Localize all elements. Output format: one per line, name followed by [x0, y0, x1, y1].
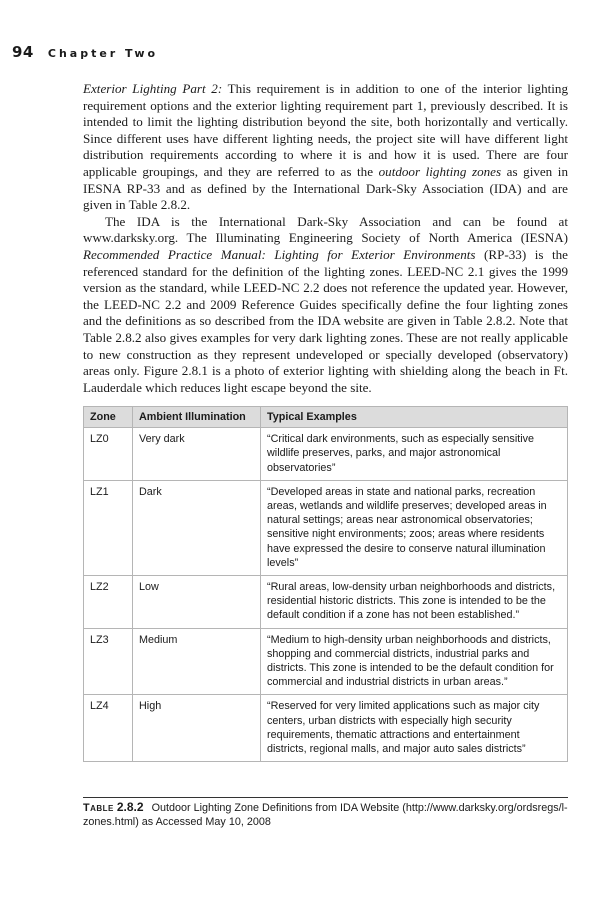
cell-zone: LZ1: [84, 480, 133, 575]
paragraph-text: This requirement is in addition to one of the interior lighting requirement options and the exterior lighting requirement part 1, previously described. It is intended to limit the lighting distribution beyond the site, both horizontally and vertically. Since different uses have different lighting needs, the project site will have different light distribution requirements according to where it is and how it is used. There are four applicable groupings, and they are referred to as the: [83, 81, 568, 179]
caption-divider: [83, 797, 568, 798]
cell-zone: LZ3: [84, 628, 133, 695]
lighting-zones-table: [83, 406, 568, 762]
caption-label: Table: [83, 802, 114, 814]
cell-examples: “Rural areas, low-density urban neighborhoods and districts, residential historic districts. This zone is intended to be the default condition if a zone has not been established.”: [261, 576, 568, 629]
cell-examples: “Medium to high-density urban neighborhoods and districts, shopping and commercial districts, industrial parks and districts. This zone is intended to be the default condition for commercial and industrial districts in urban areas.”: [261, 628, 568, 695]
table-header-row: [84, 407, 568, 428]
cell-examples: “Critical dark environments, such as especially sensitive wildlife preserves, parks, and major astronomical observatories”: [261, 428, 568, 481]
table-row: [84, 428, 568, 481]
paragraph-text: The IDA is the International Dark-Sky Association and can be found at www.darksky.org. The Illuminating Engineering Society of North America (IESNA): [83, 213, 568, 246]
header-examples: Typical Examples: [261, 407, 568, 428]
table-row: [84, 628, 568, 695]
italic-title: Recommended Practice Manual: Lighting for Exterior Environments: [83, 246, 476, 262]
italic-term: outdoor lighting zones: [378, 163, 502, 179]
cell-zone: LZ2: [84, 576, 133, 629]
caption-number: 2.8.2: [116, 800, 144, 814]
table-caption: [83, 800, 568, 829]
paragraph-lead: Exterior Lighting Part 2:: [83, 81, 223, 96]
caption-text: Outdoor Lighting Zone Definitions from IDA Website (http://www.darksky.org/ordsregs/l-zones.html) as Accessed May 10, 2008: [83, 802, 568, 828]
cell-ambient: Low: [133, 576, 261, 629]
cell-examples: “Reserved for very limited applications such as major city centers, urban districts with especially high security requirements, thematic attractions and entertainment districts, regional malls, and major auto sales districts”: [261, 695, 568, 762]
cell-ambient: High: [133, 695, 261, 762]
cell-ambient: Very dark: [133, 428, 261, 481]
table-row: [84, 576, 568, 629]
paragraph-ida: [83, 214, 568, 397]
cell-zone: LZ4: [84, 695, 133, 762]
header-zone: Zone: [84, 407, 133, 428]
body-text: [83, 81, 568, 396]
cell-zone: LZ0: [84, 428, 133, 481]
cell-examples: “Developed areas in state and national parks, recreation areas, wetlands and wildlife preserves; developed areas in natural settings; areas near astronomical observatories; sensitive night environments; zoos; areas where residents have expressed the desire to conserve natural illumination levels”: [261, 480, 568, 575]
paragraph-text: (RP-33) is the referenced standard for the definition of the lighting zones. LEED-NC 2.1 gives the 1999 version as the standard, while LEED-NC 2.2 does not reference the updated year. However, the LEED-NC 2.2 and 2009 Reference Guides specifically define the four lighting zones and the definitions as so described from the IDA website are given in Table 2.8.2. Note that Table 2.8.2 also gives examples for very dark lighting zones. These are not really applicable to new construction as they represent undeveloped or specially developed (observatory) areas only. Figure 2.8.1 is a photo of exterior lighting with shielding along the beach in Ft. Lauderdale which reduces light escape beyond the site.: [83, 246, 568, 395]
page-number: 94: [12, 43, 34, 61]
chapter-title: Chapter Two: [47, 47, 159, 60]
table-row: [84, 695, 568, 762]
header-ambient: Ambient Illumination: [133, 407, 261, 428]
paragraph-exterior-lighting: [83, 81, 568, 214]
table-row: [84, 480, 568, 575]
cell-ambient: Medium: [133, 628, 261, 695]
cell-ambient: Dark: [133, 480, 261, 575]
running-header: [12, 42, 158, 61]
paragraph-text: as given in IESNA RP-33 and as defined by the International Dark-Sky Association (IDA) and are given in Table 2.8.2.: [83, 163, 568, 213]
